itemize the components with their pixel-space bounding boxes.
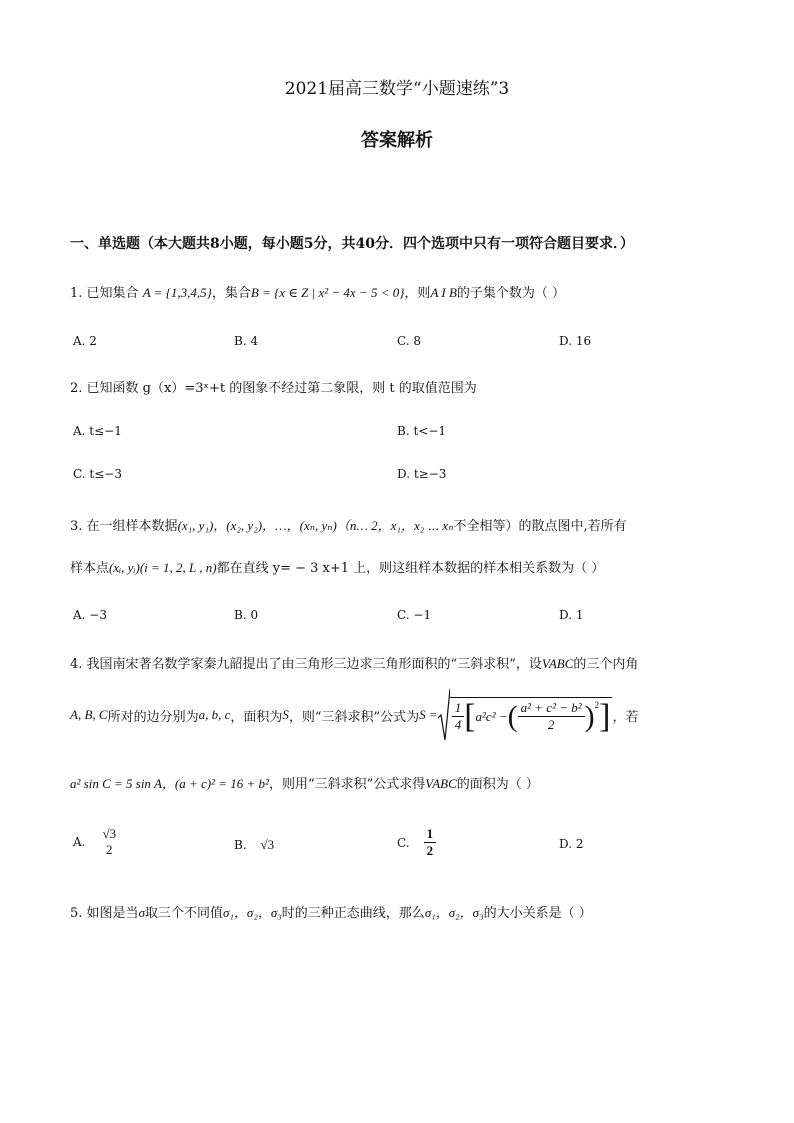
option-d: D. 1: [559, 608, 584, 622]
document-title: 2021届高三数学“小题速练”3: [284, 79, 510, 99]
question-number: 4.: [70, 657, 83, 672]
question-4-line-2: [70, 688, 638, 742]
question-3-line-2: [70, 557, 604, 576]
option-c: C. 8: [397, 334, 422, 348]
document-subtitle: 答案解析: [361, 130, 433, 151]
question-4-line-1: [70, 653, 638, 672]
sample-point-expression: (xᵢ, yᵢ)(i = 1, 2, L , n): [109, 560, 217, 575]
question-number: 3.: [70, 519, 83, 534]
question-text: ，则: [404, 286, 431, 301]
sigma-symbol: σ: [138, 905, 145, 920]
question-text: 时的三种正态曲线，那么: [281, 906, 425, 921]
question-number: 2.: [70, 381, 83, 396]
option-d: D. 2: [559, 837, 584, 851]
option-c: C. $\frac{1}{2}$: [397, 826, 436, 859]
question-text: 不全相等）的散点图中,若所有: [453, 519, 627, 534]
question-text: 已知函数 g（x）=3ˣ+t 的图象不经过第二象限，则 t 的取值范围为: [86, 381, 477, 396]
question-1: [70, 282, 565, 301]
radicand: [450, 697, 613, 734]
question-text: 取三个不同值: [144, 906, 223, 921]
question-3-line-1: [70, 515, 627, 534]
option-a: A. −3: [73, 608, 107, 622]
triangle-expression: VABC: [425, 776, 457, 791]
triangle-expression: VABC: [541, 656, 574, 671]
radical-sign-icon: [438, 688, 450, 742]
question-text: ，若: [612, 709, 639, 725]
option-a: A. 2: [73, 334, 97, 348]
option-d: D. 16: [559, 334, 592, 348]
option-c: C. t≤−3: [73, 467, 122, 481]
option-b: B. 4: [234, 334, 259, 348]
three-oblique-formula: [438, 688, 613, 742]
question-text: 都在直线 y= − 3 x+1 上，则这组样本数据的样本相关系数为（ ）: [216, 561, 605, 576]
question-text: ，集合: [211, 286, 251, 301]
section-heading: 一、单选题（本大题共8小题，每小题5分，共40分．四个选项中只有一项符合题目要求．）: [70, 236, 634, 252]
option-a: A. √3 2: [73, 826, 119, 858]
question-4-line-3: [70, 773, 539, 792]
option-c-fraction: $\frac{1}{2}$: [424, 826, 437, 859]
question-text: 的三个内角: [573, 657, 639, 672]
inner-fraction: $\frac{\text{a² + c² − b²}}{2}$: [518, 700, 585, 733]
left-paren: (: [507, 699, 518, 733]
area-symbol: S: [282, 707, 289, 722]
question-number: 5.: [70, 906, 83, 921]
sigma-values: σ₁，σ₂，σ₃: [223, 905, 282, 920]
left-bracket: [: [464, 697, 476, 735]
option-a-fraction: √3 2: [102, 826, 117, 857]
option-b: B. t<−1: [397, 424, 447, 438]
question-text: 已知集合: [86, 286, 139, 301]
option-b: B. √3: [234, 837, 275, 852]
option-c: C. −1: [397, 608, 432, 622]
option-a: A. t≤−1: [73, 424, 122, 438]
question-text: 在一组样本数据: [86, 519, 178, 534]
option-d: D. t≥−3: [397, 467, 447, 481]
question-number: 1.: [70, 286, 83, 301]
option-b: B. 0: [234, 608, 259, 622]
set-a-expression: A = {1,3,4,5}: [142, 285, 212, 300]
right-paren: ): [584, 699, 595, 733]
question-text: 所对的边分别为: [107, 709, 199, 725]
question-text: ，则用“三斜求积”公式求得: [268, 777, 426, 792]
one-quarter-fraction: $\frac{1}{4}$: [452, 700, 465, 733]
question-text: 样本点: [70, 561, 110, 576]
question-text: 的子集个数为（ ）: [456, 286, 566, 301]
angles-expression: A, B, C: [70, 707, 108, 722]
question-text: ，则“三斜求积”公式为: [288, 709, 420, 725]
condition-expression: a² sin C = 5 sin A，(a + c)² = 16 + b²: [70, 776, 269, 791]
sides-expression: a, b, c: [198, 707, 231, 722]
set-b-expression: B = {x ∈ Z | x² − 4x − 5 < 0}: [250, 285, 405, 300]
formula-lhs: S =: [419, 707, 438, 722]
question-2: [70, 377, 477, 396]
condition-expression: （n… 2，x₁，x₂ ⋯ xₙ: [336, 518, 454, 533]
right-bracket: ]: [599, 697, 611, 735]
question-text: 的大小关系是（ ）: [483, 906, 592, 921]
sigma-values: σ₁，σ₂，σ₃: [424, 905, 484, 920]
square-exponent: 2: [594, 699, 600, 710]
intersection-expression: A I B: [430, 285, 457, 300]
question-text: 我国南宋著名数学家秦九韶提出了由三角形三边求三角形面积的“三斜求积”，设: [86, 657, 542, 672]
sample-pairs-expression: (x₁, y₁)，(x₂, y₂)，…，(xₙ, yₙ): [177, 518, 337, 533]
a2c2-term: a²c² −: [475, 708, 508, 724]
question-5: [70, 902, 592, 921]
question-text: 的面积为（ ）: [456, 777, 539, 792]
question-text: 如图是当: [86, 906, 139, 921]
question-text: ，面积为: [230, 709, 283, 725]
